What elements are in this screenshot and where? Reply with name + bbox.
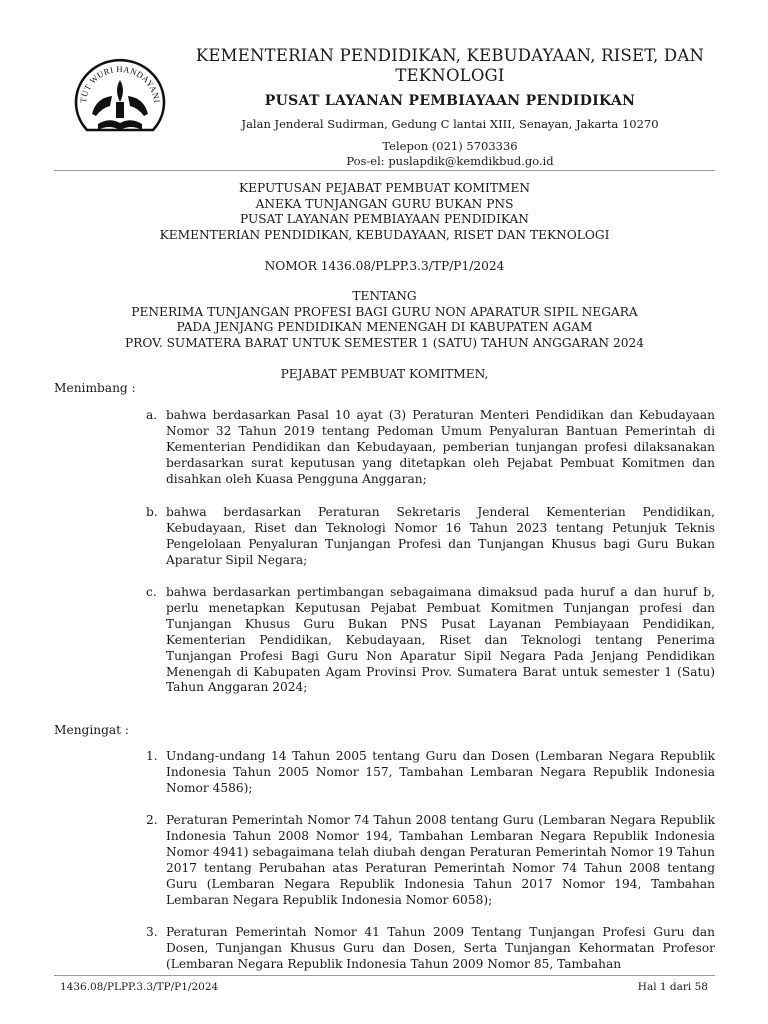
- email: Pos-el: puslapdik@kemdikbud.go.id: [346, 154, 554, 168]
- footer-doc-number: 1436.08/PLPP.3.3/TP/P1/2024: [60, 981, 219, 993]
- phone: Telepon (021) 5703336: [382, 139, 518, 153]
- unit-name: PUSAT LAYANAN PEMBIAYAAN PENDIDIKAN: [264, 93, 636, 109]
- considering-item: [146, 505, 715, 569]
- ministry-name: KEMENTERIAN PENDIDIKAN, KEBUDAYAAN, RISET, DAN TEKNOLOGI: [195, 46, 705, 85]
- item-text: bahwa berdasarkan Peraturan Sekretaris Jenderal Kementerian Pendidikan, Kebudayaan, Riset dan Teknologi Nomor 16 Tahun 2023 tentang Petunjuk Teknis Pengelolaan Penyaluran Tunjangan Profesi dan Tunjangan Khusus bagi Guru Bukan Aparatur Sipil Negara;: [166, 505, 715, 567]
- address: Jalan Jenderal Sudirman, Gedung C lantai XIII, Senayan, Jakarta 10270: [241, 117, 659, 131]
- recalling-item: [146, 813, 715, 908]
- about-line: PENERIMA TUNJANGAN PROFESI BAGI GURU NON APARATUR SIPIL NEGARA: [131, 304, 638, 319]
- item-text: Peraturan Pemerintah Nomor 74 Tahun 2008 tentang Guru (Lembaran Negara Republik Indonesia Tahun 2008 Nomor 194, Tambahan Lembaran Negara Republik Indonesia Nomor 4941) sebagaimana telah diubah dengan Peraturan Pemerintah Nomor 19 Tahun 2017 tentang Perubahan atas Peraturan Pemerintah Nomor 74 Tahun 2008 tentang Guru (Lembaran Negara Republik Indonesia Tahun 2017 Nomor 194, Tambahan Lembaran Negara Republik Indonesia Nomor 6058);: [166, 813, 715, 907]
- item-text: bahwa berdasarkan pertimbangan sebagaimana dimaksud pada huruf a dan huruf b, perlu menetapkan Keputusan Pejabat Pembuat Komitmen Tunjangan profesi dan Tunjangan Khusus Guru Bukan PNS Pusat Layanan Pembiayaan Pendidikan, Kementerian Pendidikan, Kebudayaan, Riset dan Teknologi tentang Penerima Tunjangan Profesi Bagi Guru Non Aparatur Sipil Negara Pada Jenjang Pendidikan Menengah di Kabupaten Agam Provinsi Prov. Sumatera Barat untuk semester 1 (Satu) Tahun Anggaran 2024;: [166, 585, 715, 695]
- recalling-item: [146, 749, 715, 797]
- decree-number: NOMOR 1436.08/PLPP.3.3/TP/P1/2024: [264, 259, 505, 273]
- official-title: PEJABAT PEMBUAT KOMITMEN,: [280, 367, 489, 381]
- decree-heading-line: KEPUTUSAN PEJABAT PEMBUAT KOMITMEN: [238, 181, 531, 195]
- footer-divider: [54, 975, 715, 976]
- logo-motto-text: TUT WURI HANDAYANI: [77, 63, 163, 104]
- considering-label: Menimbang :: [54, 381, 136, 395]
- item-text: bahwa berdasarkan Pasal 10 ayat (3) Peraturan Menteri Pendidikan dan Kebudayaan Nomor 32 Tahun 2019 tentang Pedoman Umum Penyaluran Bantuan Pemerintah di Kementerian Pendidikan dan Kebudayaan, pemberian tunjangan profesi dilaksanakan berdasarkan surat keputusan yang ditetapkan oleh Pejabat Pembuat Komitmen dan disahkan oleh Kuasa Pengguna Anggaran;: [166, 408, 715, 486]
- considering-item: [146, 408, 715, 488]
- decree-about: [54, 289, 715, 351]
- item-marker: b.: [146, 505, 158, 519]
- decree-heading-line: ANEKA TUNJANGAN GURU BUKAN PNS: [255, 196, 514, 211]
- considering-item: [146, 585, 715, 696]
- decree-heading-line: KEMENTERIAN PENDIDIKAN, KEBUDAYAAN, RISET DAN TEKNOLOGI: [159, 227, 610, 242]
- item-marker: c.: [146, 585, 157, 599]
- item-marker: a.: [146, 408, 158, 422]
- recalling-item: [146, 925, 715, 973]
- about-line: PROV. SUMATERA BARAT UNTUK SEMESTER 1 (SATU) TAHUN ANGGARAN 2024: [125, 335, 644, 350]
- letterhead: [184, 46, 716, 169]
- recalling-label: Mengingat :: [54, 723, 130, 737]
- decree-heading-line: PUSAT LAYANAN PEMBIAYAAN PENDIDIKAN: [240, 212, 529, 226]
- about-label: TENTANG: [352, 289, 417, 303]
- tut-wuri-handayani-logo: [56, 46, 180, 150]
- decree-heading: [54, 181, 715, 243]
- page-indicator: Hal 1 dari 58: [637, 981, 708, 993]
- item-text: Undang-undang 14 Tahun 2005 tentang Guru dan Dosen (Lembaran Negara Republik Indonesia Tahun 2005 Nomor 157, Tambahan Lembaran Negara Republik Indonesia Nomor 4586);: [166, 749, 715, 795]
- about-line: PADA JENJANG PENDIDIKAN MENENGAH DI KABUPATEN AGAM: [176, 320, 593, 334]
- item-marker: 2.: [146, 813, 158, 827]
- item-marker: 1.: [146, 749, 158, 763]
- item-marker: 3.: [146, 925, 158, 939]
- letterhead-divider: [54, 170, 715, 171]
- item-text: Peraturan Pemerintah Nomor 41 Tahun 2009 Tentang Tunjangan Profesi Guru dan Dosen, Tunjangan Khusus Guru dan Dosen, Serta Tunjangan Kehormatan Profesor (Lembaran Negara Republik Indonesia Tahun 2009 Nomor 85, Tambahan: [166, 925, 715, 971]
